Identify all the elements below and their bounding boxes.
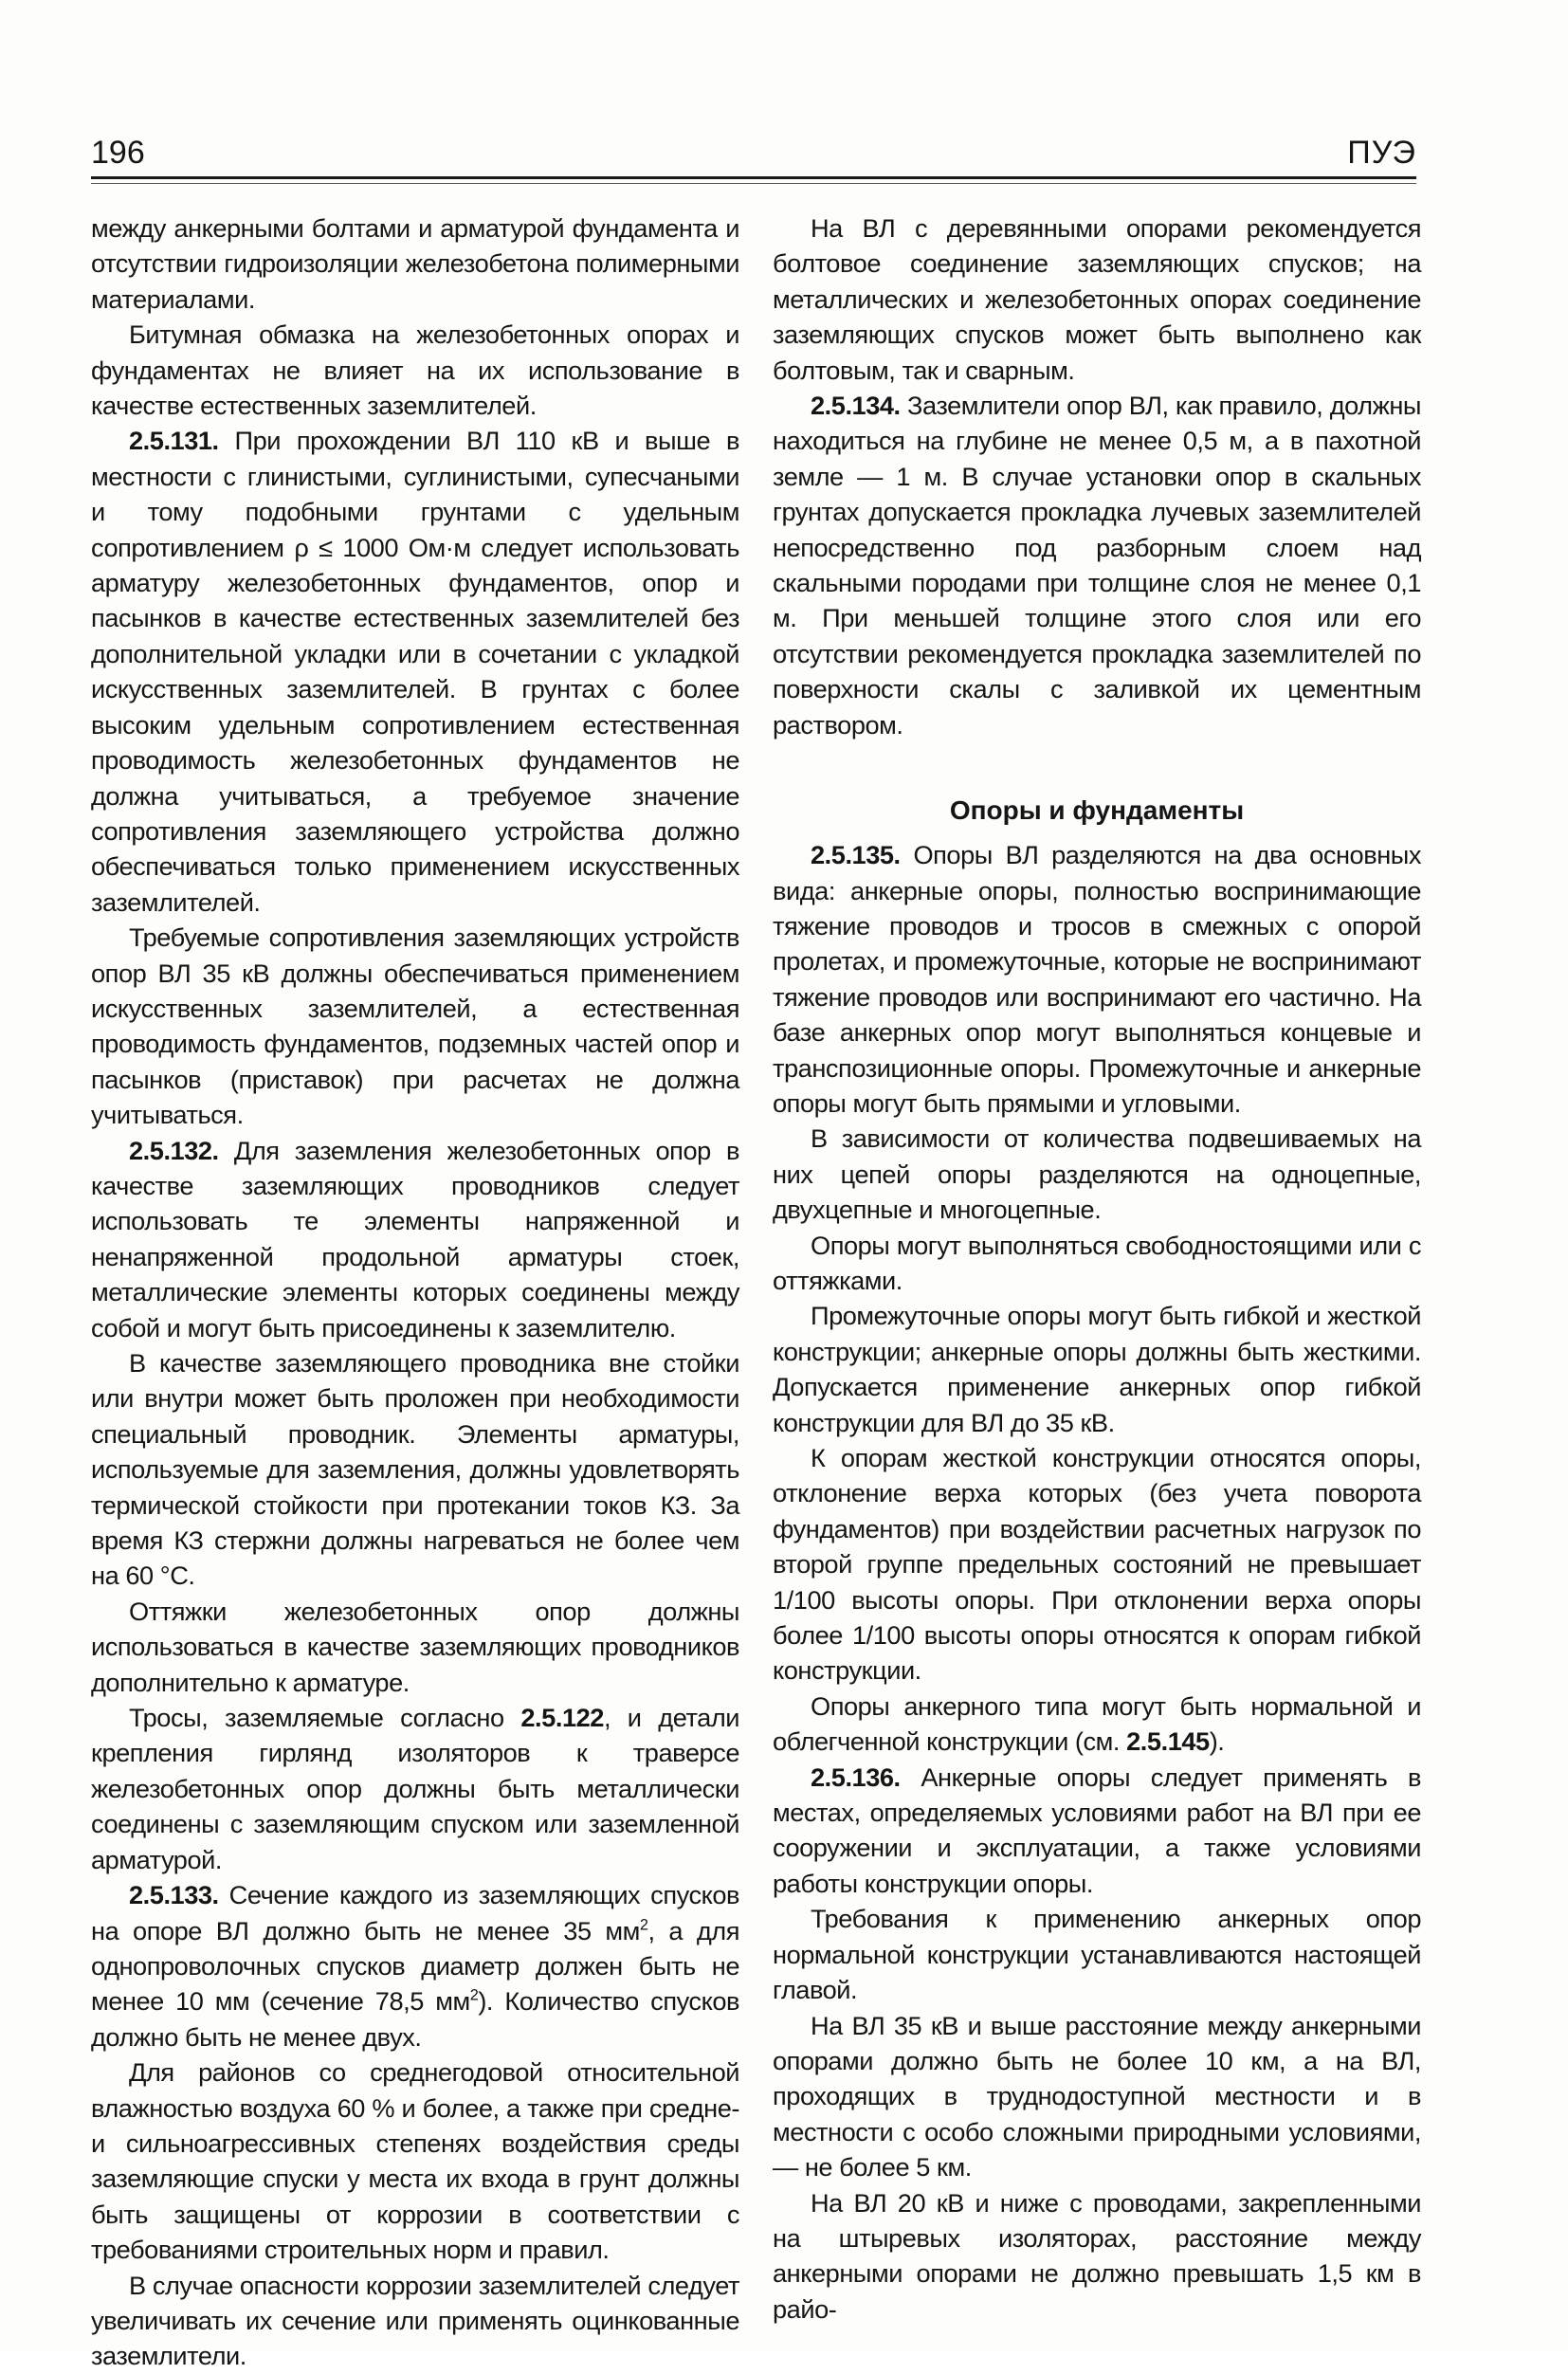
section-heading: Опоры и фундаменты (949, 795, 1245, 826)
paragraph: Промежуточные опоры могут быть гибкой и жесткой конструкции; анкерные опоры должны быть жесткими. Допускается применение анкерных опор гибкой конструкции для ВЛ до 35 кВ. (773, 1301, 1421, 1437)
paragraph-text: ). (1209, 1726, 1225, 1757)
paragraph: В случае опасности коррозии заземлителей следует увеличивать их сечение или применять оцинкованные заземлители. (91, 2270, 739, 2371)
paragraph-text: Сечение каждого из заземляющих спусков на опоре ВЛ должно быть не менее 35 мм (91, 1880, 739, 1945)
paragraph: В качестве заземляющего проводника вне стойки или внутри может быть проложен при необходимости специальный проводник. Элементы арматуры, используемые для заземления, должны удовлетворять термической стойкости при протекании токов КЗ. За время КЗ стержни должны нагреваться не более чем на 60 °С. (91, 1348, 739, 1591)
paragraph (773, 837, 1421, 1121)
clause-number: 2.5.136. (811, 1762, 901, 1792)
paragraph-text: Анкерные опоры следует применять в местах, определяемых условиями работ на ВЛ при ее сооружении и эксплуатации, а также условиями работы конструкции опоры. (773, 1762, 1421, 1898)
page-number: 196 (91, 135, 145, 171)
paragraph: На ВЛ 35 кВ и выше расстояние между анкерными опорами должно быть не более 10 км, а на ВЛ, проходящих в труднодоступной местности и в местности с особо сложными природными условиями, — не более 5 км. (773, 2010, 1421, 2182)
paragraph-text: , и детали крепления гирлянд изоляторов к траверсе железобетонных опор должны быть металлически соединены с заземляющим спуском или заземленной арматурой. (91, 1703, 739, 1874)
header-rule-thick (91, 176, 1416, 179)
running-title: ПУЭ (1347, 135, 1416, 171)
clause-number: 2.5.132. (129, 1135, 219, 1165)
paragraph (91, 1877, 739, 2054)
paragraph (773, 1760, 1421, 1902)
superscript: 2 (469, 1986, 479, 2004)
paragraph: Для районов со среднегодовой относительной влажностью воздуха 60 % и более, а также при средне- и сильноагрессивных степенях воздействия среды заземляющие спуски у места их входа в грунт должны быть защищены от коррозии в соответствии с требованиями строительных норм и правил. (91, 2057, 739, 2265)
left-column (91, 210, 739, 2374)
clause-reference: 2.5.145 (1126, 1726, 1210, 1757)
paragraph-text: Заземлители опор ВЛ, как правило, должны находиться на глубине не менее 0,5 м, а в пахотной земле — 1 м. В случае установки опор в скальных грунтах допускается прокладка лучевых заземлителей непосредственно под разборным слоем над скальными породами при толщине слоя не менее 0,1 м. При меньшей толщине этого слоя или его отсутствии рекомендуется прокладка заземлителей по поверхности скалы с заливкой их цементным раствором. (773, 391, 1421, 740)
right-column (773, 210, 1421, 2327)
paragraph (773, 1689, 1421, 1760)
paragraph (91, 1133, 739, 1345)
paragraph: Оттяжки железобетонных опор должны использоваться в качестве заземляющих проводников дополнительно к арматуре. (91, 1596, 739, 1697)
clause-number: 2.5.131. (129, 426, 219, 456)
clause-reference: 2.5.122 (520, 1703, 604, 1733)
paragraph: К опорам жесткой конструкции относятся опоры, отклонение верха которых (без учета поворота фундаментов) при воздействии расчетных нагрузок по второй группе предельных состояний не превышает 1/100 высоты опоры. При отклонении верха опоры более 1/100 высоты опоры относятся к опорам гибкой конструкции. (773, 1443, 1421, 1686)
paragraph: В зависимости от количества подвешиваемых на них цепей опоры разделяются на одноцепные, двухцепные и многоцепные. (773, 1123, 1421, 1225)
header-rule-thin (91, 183, 1416, 184)
paragraph-text: Тросы, заземляемые согласно (129, 1703, 504, 1733)
paragraph: Требуемые сопротивления заземляющих устройств опор ВЛ 35 кВ должны обеспечиваться применением искусственных заземлителей, а естественная проводимость фундаментов, подземных частей опор и пасынков (приставок) при расчетах не должна учитываться. (91, 922, 739, 1130)
paragraph: На ВЛ 20 кВ и ниже с проводами, закрепленными на штыревых изоляторах, расстояние между анкерными опорами не должно превышать 1,5 км в райо- (773, 2187, 1421, 2324)
paragraph (91, 1700, 739, 1877)
superscript: 2 (639, 1915, 648, 1933)
paragraph: Битумная обмазка на железобетонных опорах и фундаментах не влияет на их использование в качестве естественных заземлителей. (91, 320, 739, 421)
clause-number: 2.5.135. (811, 840, 901, 870)
paragraph (773, 388, 1421, 742)
paragraph: На ВЛ с деревянными опорами рекомендуется болтовое соединение заземляющих спусков; на металлических и железобетонных опорах соединение заземляющих спусков может быть выполнено как болтовым, так и сварным. (773, 213, 1421, 385)
paragraph (91, 423, 739, 920)
paragraph: между анкерными болтами и арматурой фундамента и отсутствии гидроизоляции железобетона полимерными материалами. (91, 213, 739, 314)
page-header (91, 131, 1416, 180)
paragraph-text: ). Количество спусков должно быть не менее двух. (91, 1986, 739, 2052)
paragraph-text: Опоры ВЛ разделяются на два основных вида: анкерные опоры, полностью воспринимающие тяжение проводов и тросов в смежных с опорой пролетах, и промежуточные, которые не воспринимают тяжение проводов или воспринимают его частично. На базе анкерных опор могут выполняться концевые и транспозиционные опоры. Промежуточные и анкерные опоры могут быть прямыми и угловыми. (773, 840, 1421, 1118)
paragraph-text: При прохождении ВЛ 110 кВ и выше в местности с глинистыми, суглинистыми, супесчаными и тому подобными грунтами с удельным сопротивлением ρ ≤ 1000 Ом·м следует использовать арматуру железобетонных фундаментов, опор и пасынков в качестве естественных заземлителей без дополнительной укладки или в сочетании с укладкой искусственных заземлителей. В грунтах с более высоким удельным сопротивлением естественная проводимость железобетонных фундаментов не должна учитываться, а требуемое значение сопротивления заземляющего устройства должно обеспечиваться только применением искусственных заземлителей. (91, 426, 739, 917)
paragraph: Требования к применению анкерных опор нормальной конструкции устанавливаются настоящей главой. (773, 1904, 1421, 2005)
paragraph-text: Для заземления железобетонных опор в качестве заземляющих проводников следует использовать те элементы напряженной и ненапряженной продольной арматуры стоек, металлические элементы которых соединены между собой и могут быть присоединены к заземлителю. (91, 1135, 739, 1342)
clause-number: 2.5.133. (129, 1880, 219, 1910)
paragraph-text: Опоры анкерного типа могут быть нормальной и облегченной конструкции (см. (773, 1690, 1421, 1757)
clause-number: 2.5.134. (811, 391, 901, 421)
paragraph: Опоры могут выполняться свободностоящими или с оттяжками. (773, 1230, 1421, 1295)
paragraph-text: , а для однопроволочных спусков диаметр должен быть не менее 10 мм (сечение 78,5 мм (91, 1915, 739, 2017)
